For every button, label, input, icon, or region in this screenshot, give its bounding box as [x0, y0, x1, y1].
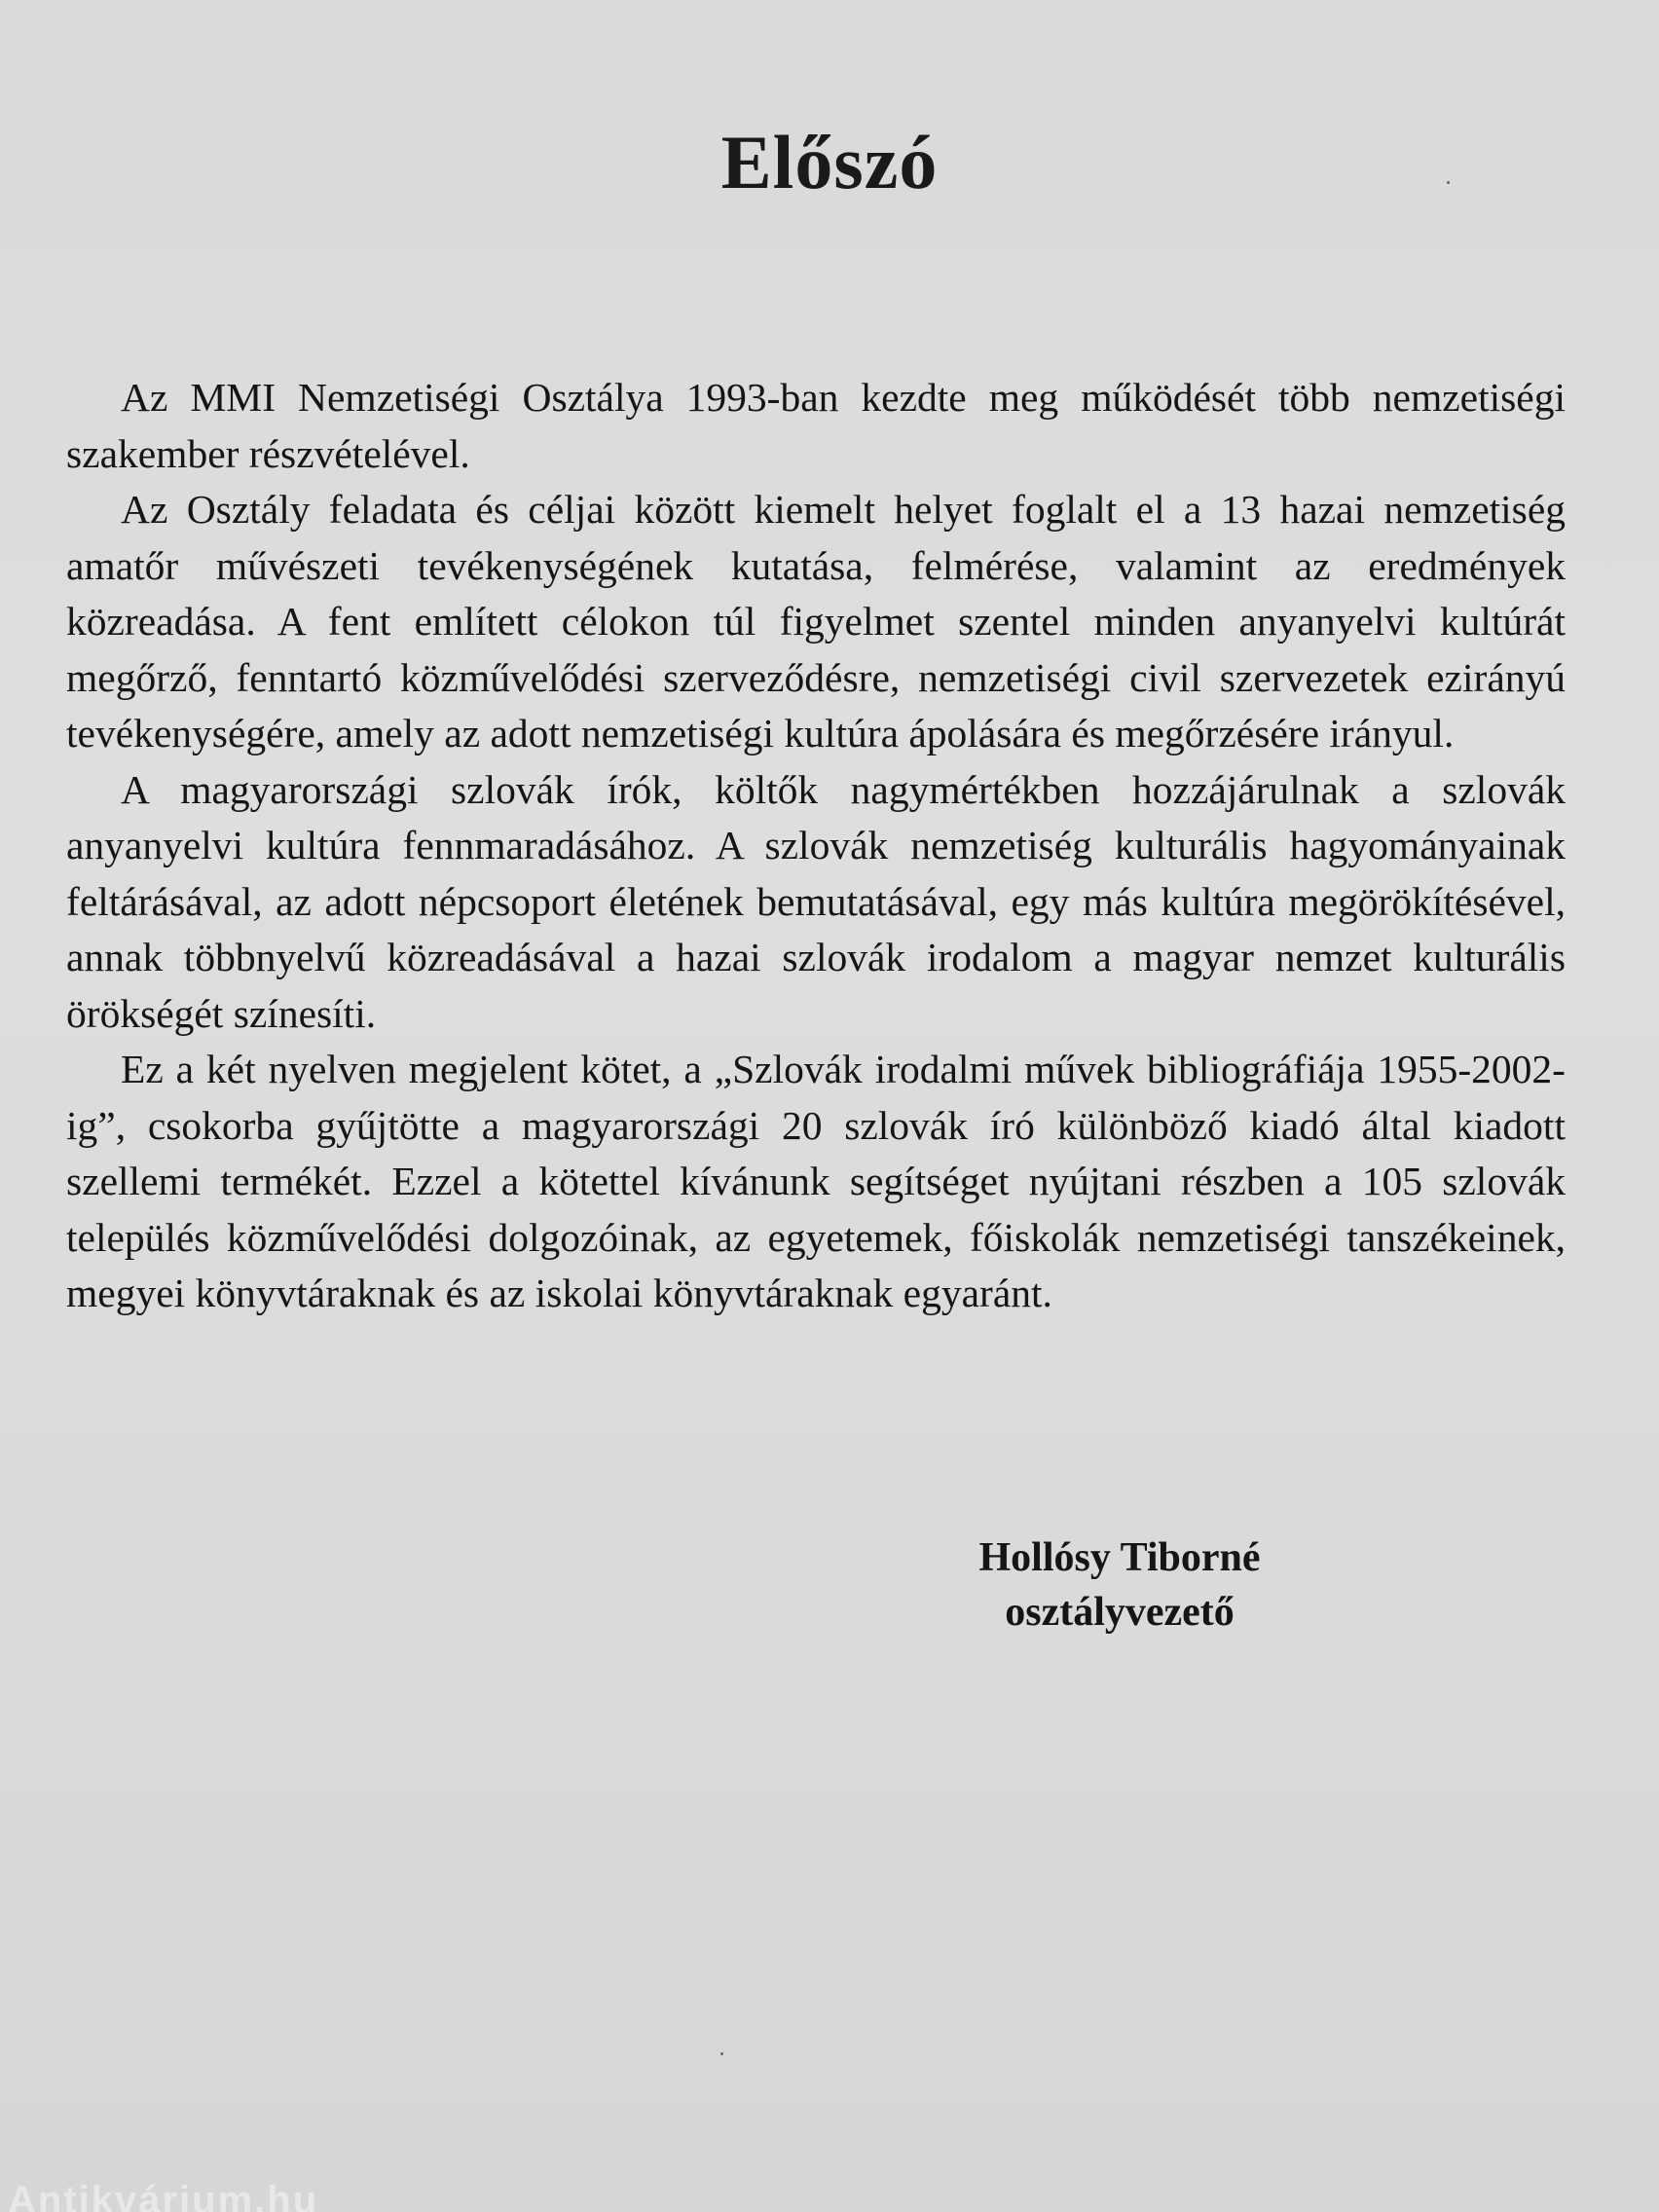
signature-role: osztályvezető	[1005, 1590, 1235, 1635]
paragraph-1: Az MMI Nemzetiségi Osztálya 1993-ban kezdte meg működését több nemzetiségi szakember részvételével.	[66, 375, 1566, 476]
watermark: Antikvárium.hu	[8, 2179, 319, 2212]
paragraph-3: A magyarországi szlovák írók, költők nagymértékben hozzájárulnak a szlovák anyanyelvi kultúra fennmaradásához. A szlovák nemzetiség kulturális hagyományainak feltárásával, az adott népcsoport életének bemutatásával, egy más kultúra megörökítésével, annak többnyelvű közreadásával a hazai szlovák irodalom a magyar nemzet kulturális örökségét színesíti.	[66, 766, 1566, 1036]
body-text	[66, 370, 1566, 1322]
paper-speck	[720, 2052, 723, 2055]
paper-speck	[1447, 181, 1450, 184]
signature-name: Hollósy Tiborné	[978, 1535, 1261, 1580]
paragraph-4: Ez a két nyelven megjelent kötet, a „Szlovák irodalmi művek bibliográfiája 1955-2002-ig”, csokorba gyűjtötte a magyarországi 20 szlovák író különböző kiadó által kiadott szellemi termékét. Ezzel a kötettel kívánunk segítséget nyújtani részben a 105 szlovák település közművelődési dolgozóinak, az egyetemek, főiskolák nemzetiségi tanszékeinek, megyei könyvtáraknak és az iskolai könyvtáraknak egyaránt.	[66, 1047, 1566, 1315]
page-title: Előszó	[720, 120, 939, 204]
signature-block	[925, 1530, 1314, 1640]
paragraph-2: Az Osztály feladata és céljai között kiemelt helyet foglalt el a 13 hazai nemzetiség amatőr művészeti tevékenységének kutatása, felmérése, valamint az eredmények közreadása. A fent említett célokon túl figyelmet szentel minden anyanyelvi kultúrát megőrző, fenntartó közművelődési szerveződésre, nemzetiségi civil szervezetek ezirányú tevékenységére, amely az adott nemzetiségi kultúra ápolására és megőrzésére irányul.	[66, 487, 1566, 756]
